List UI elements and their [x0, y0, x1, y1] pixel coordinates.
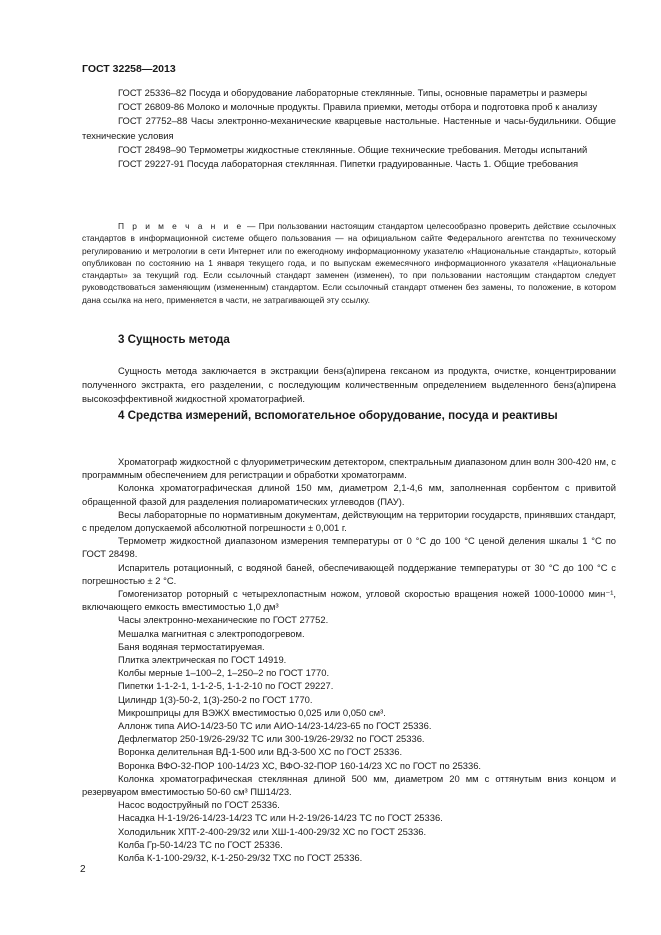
equipment-item: Гомогенизатор роторный с четырехлопастным ножом, угловой скоростью вращения ножей 1000-10000 мин⁻¹, включающего емкость вместимостью 1,0 дм³: [82, 588, 616, 613]
note-text: — При пользовании настоящим стандартом целесообразно проверить действие ссылочных стандартов в информационной системе общего пользования — на официальном сайте Федерального агентства по техническому регулированию и метрологии в сети Интернет или по ежегодному информационному указателю «Национальные стандарты», который опубликован по состоянию на 1 января текущего года, и по выпускам ежемесячного информационного указателя «Национальные стандарты» за текущий год. Если ссылочный стандарт заменен (изменен), то при пользовании настоящим стандартом следует руководствоваться заменяющим (измененным) стандартом. Если ссылочный стандарт отменен без замены, то положение, в котором дана ссылка на него, применяется в части, не затрагивающей эту ссылку.: [82, 221, 616, 305]
equipment-item: Насос водоструйный по ГОСТ 25336.: [118, 799, 280, 811]
equipment-item: Термометр жидкостной диапазоном измерения температуры от 0 °С до 100 °С ценой деления шкалы 1 °С по ГОСТ 28498.: [82, 535, 616, 560]
section-4-list: [82, 455, 616, 864]
equipment-item: Испаритель ротационный, с водяной баней, обеспечивающей поддержание температуры от 30 °С до 100 °С с погрешностью ± 2 °С.: [82, 561, 616, 586]
section-3-text: Сущность метода заключается в экстракции бенз(а)пирена гексаном из продукта, очистке, концентрировании полученного экстракта, его разделении, с последующим количественным определением выделенного бенз(а)пирена высокоэффективной жидкостной хроматографией.: [82, 365, 616, 405]
reference-item: ГОСТ 29227-91 Посуда лабораторная стеклянная. Пипетки градуированные. Часть 1. Общие требования: [118, 158, 579, 170]
equipment-item: Пипетки 1-1-2-1, 1-1-2-5, 1-1-2-10 по ГОСТ 29227.: [118, 680, 334, 692]
document-header: ГОСТ 32258—2013: [82, 63, 176, 75]
equipment-item: Аллонж типа АИО-14/23-50 ТС или АИО-14/23-14/23-65 по ГОСТ 25336.: [118, 720, 432, 732]
equipment-item: Хроматограф жидкостной с флуориметрическим детектором, спектральным диапазоном длин волн 300-420 нм, с программным обеспечением для регистрации и обработки хроматограмм.: [82, 456, 616, 481]
equipment-item: Колба К-1-100-29/32, К-1-250-29/32 ТХС по ГОСТ 25336.: [118, 852, 363, 864]
equipment-item: Колонка хроматографическая стеклянная длиной 500 мм, диаметром 20 мм с оттянутым вниз концом и резервуаром вместимостью 50-60 см³ ПШ14/23.: [82, 772, 616, 798]
equipment-item: Воронка делительная ВД-1-500 или ВД-3-500 ХС по ГОСТ 25336.: [118, 746, 403, 758]
note-block: [82, 220, 616, 306]
reference-item: ГОСТ 25336–82 Посуда и оборудование лабораторные стеклянные. Типы, основные параметры и размеры: [118, 87, 588, 98]
equipment-item: Баня водяная термостатируемая.: [118, 640, 265, 652]
equipment-item: Колонка хроматографическая длиной 150 мм, диаметром 2,1-4,6 мм, заполненная сорбентом с привитой обращенной фазой для разделения полиароматических углеводов (ПАУ).: [82, 482, 616, 507]
section-4-title: 4 Средства измерений, вспомогательное оборудование, посуда и реактивы: [118, 409, 558, 422]
note-label: П р и м е ч а н и е: [118, 221, 244, 231]
equipment-item: Мешалка магнитная с электроподогревом.: [118, 627, 305, 639]
equipment-item: Часы электронно-механические по ГОСТ 27752.: [118, 614, 329, 626]
equipment-item: Плитка электрическая по ГОСТ 14919.: [118, 654, 287, 666]
equipment-item: Колба Гр-50-14/23 ТС по ГОСТ 25336.: [118, 838, 283, 850]
equipment-item: Цилиндр 1(3)-50-2, 1(3)-250-2 по ГОСТ 1770.: [118, 693, 313, 705]
equipment-item: Весы лабораторные по нормативным документам, действующим на территории государств, принявших стандарт, с пределом допускаемой абсолютной погрешности ± 0,001 г.: [82, 508, 616, 534]
section-3-title: 3 Сущность метода: [118, 333, 230, 346]
equipment-item: Насадка Н-1-19/26-14/23-14/23 ТС или Н-2-19/26-14/23 ТС по ГОСТ 25336.: [118, 812, 443, 824]
page-number: 2: [80, 864, 86, 875]
section-3-body: [82, 364, 616, 407]
equipment-item: Воронка ВФО-32-ПОР 100-14/23 ХС, ВФО-32-ПОР 160-14/23 ХС по ГОСТ по 25336.: [118, 759, 482, 771]
equipment-item: Микрошприцы для ВЭЖХ вместимостью 0,025 или 0,050 см³.: [118, 706, 386, 718]
reference-item: ГОСТ 26809-86 Молоко и молочные продукты. Правила приемки, методы отбора и подготовка проб к анализу: [118, 101, 598, 113]
equipment-item: Холодильник ХПТ-2-400-29/32 или ХШ-1-400-29/32 ХС по ГОСТ 25336.: [118, 825, 427, 837]
equipment-item: Дефлегматор 250-19/26-29/32 ТС или 300-19/26-29/32 по ГОСТ 25336.: [118, 733, 425, 745]
normative-references: [82, 86, 616, 171]
reference-item: ГОСТ 27752–88 Часы электронно-механические кварцевые настольные. Настенные и часы-будильники. Общие технические условия: [82, 115, 616, 141]
reference-item: ГОСТ 28498–90 Термометры жидкостные стеклянные. Общие технические требования. Методы испытаний: [118, 143, 588, 155]
equipment-item: Колбы мерные 1–100–2, 1–250–2 по ГОСТ 1770.: [118, 667, 330, 679]
